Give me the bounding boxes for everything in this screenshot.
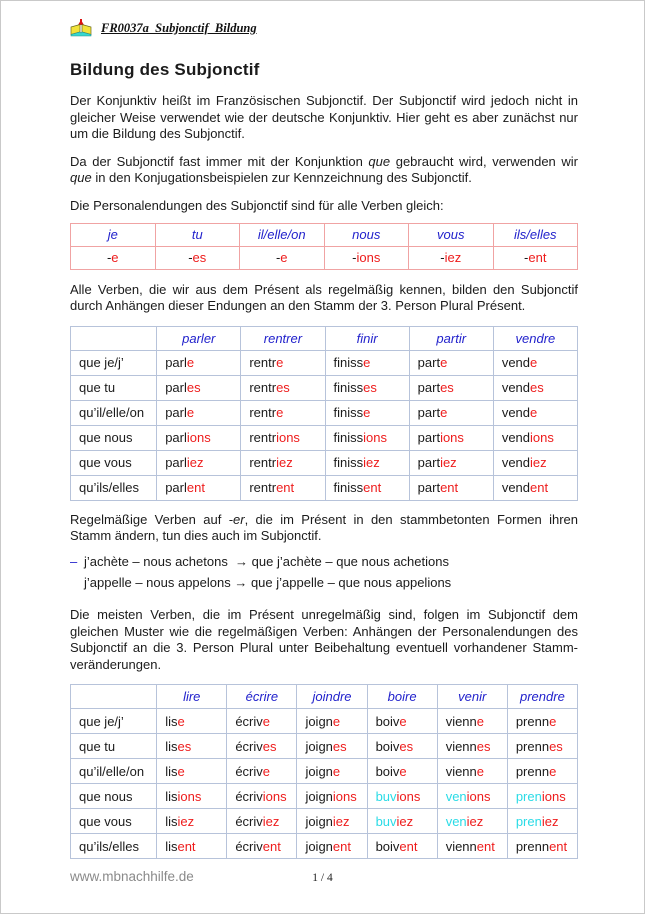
- verb-form-cell: [157, 759, 227, 784]
- verb-stem: finiss: [333, 380, 364, 396]
- verb-ending: ent: [476, 838, 495, 854]
- verb-ending: es: [440, 380, 454, 396]
- verb-ending: e: [363, 405, 371, 421]
- verb-stem: écriv: [235, 788, 263, 804]
- corner-cell: [71, 326, 157, 350]
- example-line: – j’achète – nous achetons → que j’achète – que nous achetions: [70, 551, 578, 573]
- verb-ending: es: [399, 738, 414, 754]
- verb-stem: écriv: [235, 813, 263, 829]
- verb-form-cell: [297, 784, 367, 809]
- verb-form-cell: [241, 475, 325, 500]
- verb-stem: écriv: [235, 738, 263, 754]
- verb-form-cell: [241, 450, 325, 475]
- pronoun-cell: que vous: [71, 809, 157, 834]
- verb-header-cell: parler: [157, 326, 241, 350]
- verb-form-cell: [507, 734, 577, 759]
- verb-ending: e: [530, 355, 538, 371]
- table-row: [71, 425, 578, 450]
- table-row: [71, 759, 578, 784]
- verb-form-cell: [157, 784, 227, 809]
- verb-stem: prenn: [515, 713, 550, 729]
- verb-ending: iez: [177, 813, 195, 829]
- verb-stem: part: [417, 430, 441, 446]
- verb-stem: prenn: [515, 838, 550, 854]
- stem-change-paragraph: Regelmäßige Verben auf -er, die im Présent in den stammbetonten Formen ihren Stamm ändern, tun dies auch im Subjonctif.: [70, 511, 578, 544]
- verb-ending: e: [177, 713, 185, 729]
- verb-form-cell: [507, 834, 577, 859]
- table-row: [71, 450, 578, 475]
- verb-form-cell: [325, 450, 409, 475]
- table-row: [71, 734, 578, 759]
- regular-verbs-paragraph: Alle Verben, die wir aus dem Présent als regelmäßig kennen, bilden den Subjonctif durch Anhängen dieser Endungen an den Stamm der 3. Person Plural Présent.: [70, 281, 578, 314]
- pronoun-header-cell: nous: [324, 223, 409, 246]
- verb-stem: pren: [515, 813, 542, 829]
- verb-header-cell: venir: [437, 685, 507, 709]
- verb-ending: iez: [186, 455, 204, 471]
- verb-form-cell: [157, 375, 241, 400]
- verb-ending: ent: [440, 480, 459, 496]
- pronoun-cell: que je/j’: [71, 709, 157, 734]
- verb-ending: ent: [530, 480, 549, 496]
- verb-stem: parl: [165, 380, 187, 396]
- verb-ending: ent: [262, 838, 281, 854]
- verb-ending: ions: [262, 788, 287, 804]
- verb-ending: ions: [276, 430, 300, 446]
- verb-ending: ions: [363, 430, 387, 446]
- verb-stem: finiss: [333, 430, 364, 446]
- verb-stem: prenn: [515, 738, 550, 754]
- verb-form-cell: [409, 450, 493, 475]
- verb-ending: es: [186, 380, 201, 396]
- verb-stem: buv: [375, 788, 397, 804]
- verb-stem: boiv: [375, 738, 400, 754]
- table-row: [71, 784, 578, 809]
- verb-form-cell: [227, 834, 297, 859]
- ending-cell: -es: [155, 246, 240, 269]
- table-row: [71, 375, 578, 400]
- bullet-dash: –: [70, 553, 78, 569]
- table-row: [71, 709, 578, 734]
- verb-ending: ions: [541, 788, 566, 804]
- pronoun-header-cell: il/elle/on: [240, 223, 325, 246]
- verb-form-cell: [367, 834, 437, 859]
- verb-form-cell: [409, 475, 493, 500]
- ending-cell: -ent: [493, 246, 578, 269]
- verb-header-cell: partir: [409, 326, 493, 350]
- verb-ending: ent: [332, 838, 351, 854]
- verb-form-cell: [157, 400, 241, 425]
- verb-stem: vend: [501, 380, 531, 396]
- verb-ending: e: [476, 763, 484, 779]
- verb-header-cell: finir: [325, 326, 409, 350]
- verb-stem: boiv: [375, 838, 400, 854]
- verb-stem: rentr: [249, 405, 277, 421]
- pronoun-header-cell: ils/elles: [493, 223, 578, 246]
- verb-stem: parl: [165, 405, 187, 421]
- verb-ending: e: [399, 763, 407, 779]
- verb-header-cell: lire: [157, 685, 227, 709]
- verb-ending: e: [549, 713, 557, 729]
- ending-cell: -e: [240, 246, 325, 269]
- irregular-verbs-paragraph: Die meisten Verben, die im Présent unregelmäßig sind, folgen im Subjonctif dem gleichen Muster wie die regelmäßigen Verben: Anhängen der Personalendungen des Subjonctif an die 3. Person Plural unter Beibehaltung eventuell vorhandener Stammveränderungen.: [70, 606, 578, 672]
- verb-ending: ent: [363, 480, 382, 496]
- verb-ending: e: [363, 355, 371, 371]
- verb-ending: iez: [396, 813, 414, 829]
- verb-ending: iez: [332, 813, 350, 829]
- ending-cell: -e: [71, 246, 156, 269]
- verb-form-cell: [325, 425, 409, 450]
- verb-stem: parl: [165, 480, 187, 496]
- verb-ending: ions: [396, 788, 421, 804]
- verb-form-cell: [507, 759, 577, 784]
- verb-form-cell: [409, 350, 493, 375]
- verb-ending: e: [549, 763, 557, 779]
- verb-form-cell: [367, 809, 437, 834]
- corner-cell: [71, 685, 157, 709]
- verb-form-cell: [493, 400, 577, 425]
- verb-ending: ions: [332, 788, 357, 804]
- verb-ending: ions: [177, 788, 202, 804]
- pronoun-cell: que vous: [71, 450, 157, 475]
- pronoun-header-cell: tu: [155, 223, 240, 246]
- verb-ending: e: [177, 763, 185, 779]
- verb-form-cell: [157, 350, 241, 375]
- verb-stem: vend: [501, 455, 531, 471]
- verb-form-cell: [437, 759, 507, 784]
- verb-ending: e: [530, 405, 538, 421]
- verb-form-cell: [157, 809, 227, 834]
- verb-form-cell: [297, 834, 367, 859]
- verb-stem: lis: [165, 763, 178, 779]
- verb-form-cell: [157, 709, 227, 734]
- verb-stem: écriv: [235, 713, 263, 729]
- table-row: [71, 400, 578, 425]
- verb-stem: joign: [305, 713, 333, 729]
- verb-stem: vienn: [445, 713, 477, 729]
- verb-form-cell: [437, 709, 507, 734]
- pronoun-cell: que nous: [71, 784, 157, 809]
- pronoun-cell: que nous: [71, 425, 157, 450]
- verb-ending: ent: [276, 480, 295, 496]
- pronoun-cell: qu’il/elle/on: [71, 400, 157, 425]
- verb-stem: lis: [165, 788, 178, 804]
- pronoun-cell: qu’ils/elles: [71, 834, 157, 859]
- verb-stem: parl: [165, 455, 187, 471]
- verb-ending: es: [276, 380, 290, 396]
- pronoun-cell: qu’ils/elles: [71, 475, 157, 500]
- table-row: [71, 475, 578, 500]
- verb-stem: finiss: [333, 455, 364, 471]
- page-number: 1 / 4: [312, 872, 333, 884]
- verb-form-cell: [241, 400, 325, 425]
- verb-form-cell: [367, 734, 437, 759]
- example-line: j’appelle – nous appelons → que j’appelle – que nous appelions: [84, 575, 452, 591]
- verb-stem: finiss: [333, 405, 364, 421]
- verb-form-cell: [157, 475, 241, 500]
- intro-paragraph: Der Konjunktiv heißt im Französischen Subjonctif. Der Subjonctif wird jedoch nicht in gleicher Weise verwendet wie der deutsche Konjunktiv. Hier geht es aber zunächst nur um die Bildung des Subjonctif.: [70, 93, 578, 142]
- verb-ending: iez: [440, 455, 457, 471]
- doc-id-text: FR0037a_Subjonctif_Bildung: [101, 20, 257, 35]
- verb-ending: e: [276, 355, 284, 371]
- verb-form-cell: [493, 375, 577, 400]
- pronoun-cell: que je/j’: [71, 350, 157, 375]
- verb-ending: e: [332, 713, 341, 729]
- table-row: [71, 809, 578, 834]
- verb-form-cell: [493, 475, 577, 500]
- verb-stem: buv: [375, 813, 397, 829]
- verb-ending: e: [186, 355, 195, 371]
- verb-form-cell: [157, 734, 227, 759]
- verb-form-cell: [157, 834, 227, 859]
- verb-stem: part: [417, 355, 441, 371]
- verb-stem: lis: [165, 813, 178, 829]
- verb-stem: écriv: [235, 763, 263, 779]
- pronoun-header-cell: je: [71, 223, 156, 246]
- verb-form-cell: [325, 375, 409, 400]
- verb-form-cell: [493, 350, 577, 375]
- verb-stem: parl: [165, 355, 187, 371]
- verb-ending: es: [363, 380, 377, 396]
- pronoun-cell: qu’il/elle/on: [71, 759, 157, 784]
- verb-form-cell: [297, 734, 367, 759]
- verb-form-cell: [507, 784, 577, 809]
- verb-form-cell: [409, 375, 493, 400]
- verb-stem: ven: [445, 788, 467, 804]
- verb-stem: prenn: [515, 763, 550, 779]
- verb-form-cell: [325, 400, 409, 425]
- verb-ending: iez: [262, 813, 280, 829]
- ending-cell: -iez: [409, 246, 494, 269]
- verb-ending: ent: [186, 480, 205, 496]
- verb-ending: ent: [549, 838, 568, 854]
- verb-stem: joign: [305, 763, 333, 779]
- verb-stem: vienn: [445, 763, 477, 779]
- verb-stem: lis: [165, 738, 178, 754]
- verb-stem: rentr: [249, 380, 277, 396]
- verb-stem: vienn: [445, 838, 477, 854]
- verb-form-cell: [297, 709, 367, 734]
- verb-form-cell: [297, 759, 367, 784]
- verb-form-cell: [437, 784, 507, 809]
- verb-form-cell: [227, 734, 297, 759]
- verb-form-cell: [367, 759, 437, 784]
- verb-stem: part: [417, 480, 441, 496]
- verb-ending: es: [476, 738, 491, 754]
- site-url: www.mbnachhilfe.de: [70, 869, 194, 884]
- verb-ending: iez: [530, 455, 547, 471]
- verb-ending: e: [440, 355, 448, 371]
- verb-form-cell: [241, 375, 325, 400]
- page-title: Bildung des Subjonctif: [70, 60, 260, 79]
- verb-form-cell: [367, 784, 437, 809]
- verb-header-cell: rentrer: [241, 326, 325, 350]
- verb-stem: parl: [165, 430, 187, 446]
- verb-form-cell: [409, 400, 493, 425]
- verb-ending: e: [276, 405, 284, 421]
- verb-ending: es: [530, 380, 544, 396]
- verb-stem: rentr: [249, 455, 277, 471]
- verb-stem: rentr: [249, 480, 277, 496]
- verb-stem: finiss: [333, 355, 364, 371]
- verb-header-cell: boire: [367, 685, 437, 709]
- verb-form-cell: [241, 350, 325, 375]
- verb-form-cell: [157, 425, 241, 450]
- verb-stem: vienn: [445, 738, 477, 754]
- verb-form-cell: [437, 834, 507, 859]
- verb-ending: ent: [177, 838, 196, 854]
- verb-ending: e: [186, 405, 195, 421]
- verb-stem: vend: [501, 405, 531, 421]
- verb-stem: ven: [445, 813, 467, 829]
- verb-ending: iez: [363, 455, 380, 471]
- table-row: [71, 350, 578, 375]
- verb-ending: e: [440, 405, 448, 421]
- table-row: [71, 834, 578, 859]
- verb-ending: es: [262, 738, 277, 754]
- verb-form-cell: [325, 475, 409, 500]
- verb-ending: iez: [466, 813, 484, 829]
- verb-ending: ent: [399, 838, 418, 854]
- verb-stem: vend: [501, 355, 531, 371]
- verb-stem: joign: [305, 788, 333, 804]
- verb-ending: e: [399, 713, 407, 729]
- verb-stem: finiss: [333, 480, 364, 496]
- pronoun-cell: que tu: [71, 734, 157, 759]
- verb-header-cell: prendre: [507, 685, 577, 709]
- verb-stem: part: [417, 380, 441, 396]
- verb-form-cell: [227, 809, 297, 834]
- verb-ending: ions: [466, 788, 491, 804]
- verb-form-cell: [507, 709, 577, 734]
- endings-lead-in: Die Personalendungen des Subjonctif sind für alle Verben gleich:: [70, 197, 444, 213]
- verb-header-cell: joindre: [297, 685, 367, 709]
- endings-table: [70, 223, 578, 270]
- verb-ending: ions: [530, 430, 554, 446]
- doc-header: [70, 17, 578, 39]
- verb-stem: joign: [305, 838, 333, 854]
- verb-header-cell: vendre: [493, 326, 577, 350]
- verb-form-cell: [367, 709, 437, 734]
- verb-ending: iez: [541, 813, 559, 829]
- verb-form-cell: [227, 784, 297, 809]
- verb-stem: lis: [165, 713, 178, 729]
- verb-form-cell: [227, 709, 297, 734]
- verb-header-cell: écrire: [227, 685, 297, 709]
- verb-stem: vend: [501, 480, 531, 496]
- verb-ending: e: [476, 713, 484, 729]
- verb-ending: e: [262, 713, 270, 729]
- verb-form-cell: [493, 425, 577, 450]
- verb-stem: rentr: [249, 430, 277, 446]
- verb-stem: pren: [515, 788, 542, 804]
- pronoun-cell: que tu: [71, 375, 157, 400]
- verb-form-cell: [227, 759, 297, 784]
- examples-block: [70, 551, 578, 594]
- verb-form-cell: [437, 809, 507, 834]
- verb-form-cell: [437, 734, 507, 759]
- verb-ending: ions: [440, 430, 464, 446]
- verb-ending: iez: [276, 455, 293, 471]
- verb-stem: vend: [501, 430, 531, 446]
- verb-stem: écriv: [235, 838, 263, 854]
- verb-stem: joign: [305, 738, 333, 754]
- verb-ending: es: [332, 738, 347, 754]
- verb-stem: boiv: [375, 713, 400, 729]
- verb-form-cell: [241, 425, 325, 450]
- verb-stem: boiv: [375, 763, 400, 779]
- verb-ending: e: [262, 763, 270, 779]
- verb-form-cell: [507, 809, 577, 834]
- verb-ending: e: [332, 763, 341, 779]
- verb-ending: es: [549, 738, 563, 754]
- verb-stem: part: [417, 455, 441, 471]
- irregular-verbs-table: [70, 684, 578, 859]
- pronoun-header-cell: vous: [409, 223, 494, 246]
- verb-ending: es: [177, 738, 192, 754]
- book-logo-icon: [70, 19, 92, 37]
- verb-form-cell: [157, 450, 241, 475]
- verb-ending: ions: [186, 430, 211, 446]
- regular-verbs-table: [70, 326, 578, 501]
- verb-stem: rentr: [249, 355, 277, 371]
- verb-form-cell: [325, 350, 409, 375]
- ending-cell: -ions: [324, 246, 409, 269]
- verb-stem: joign: [305, 813, 333, 829]
- footer: [1, 869, 644, 889]
- verb-form-cell: [493, 450, 577, 475]
- verb-form-cell: [297, 809, 367, 834]
- verb-stem: part: [417, 405, 441, 421]
- verb-form-cell: [409, 425, 493, 450]
- verb-stem: lis: [165, 838, 178, 854]
- que-paragraph: Da der Subjonctif fast immer mit der Konjunktion que gebraucht wird, verwenden wir que in den Konjugationsbeispielen zur Kennzeichnung des Subjonctif.: [70, 153, 578, 186]
